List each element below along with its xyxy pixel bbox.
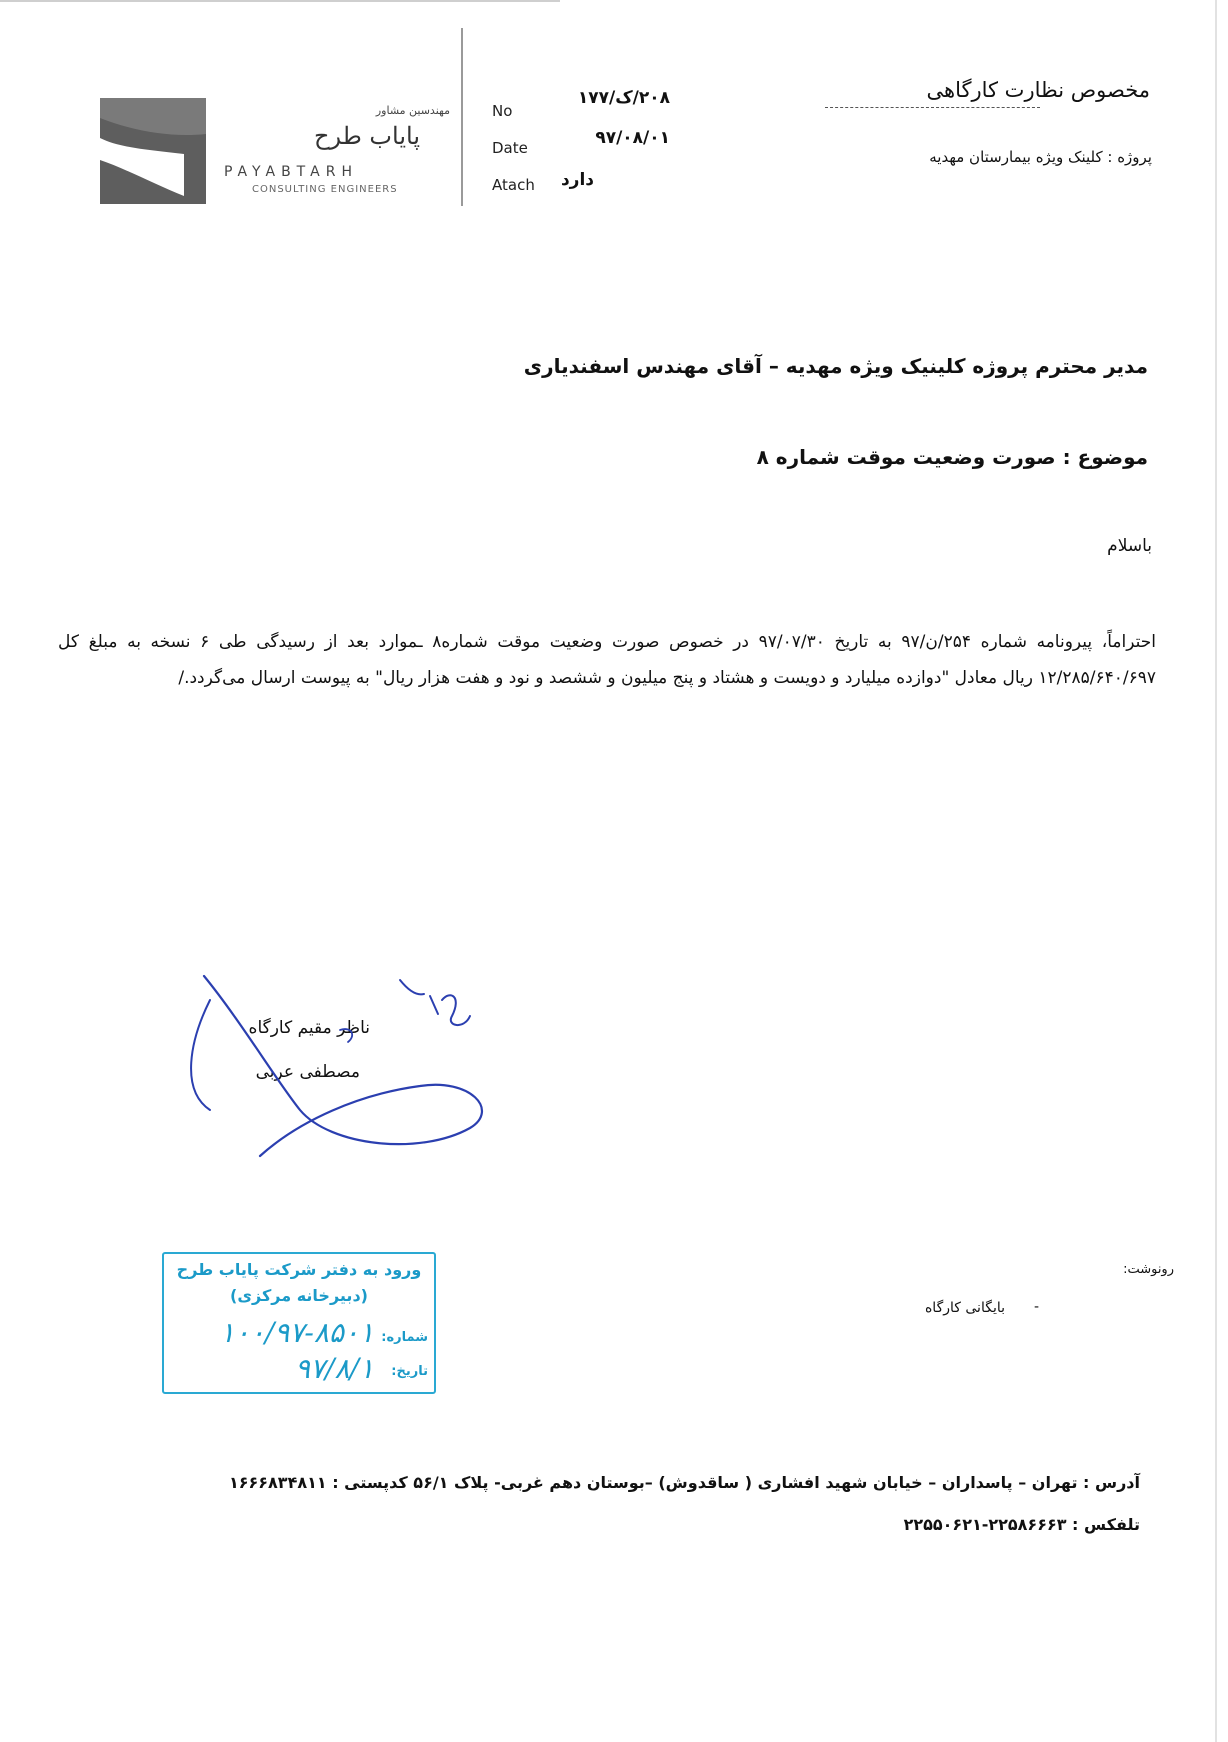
attachment-label: Atach xyxy=(492,176,535,194)
signer-name: مصطفی عربی xyxy=(255,1062,360,1082)
stamp-date-value: ۹۷/۸/۱ xyxy=(294,1352,374,1385)
letter-date-value: ۹۷/۰۸/۰۱ xyxy=(595,128,670,148)
letter-date-label: Date xyxy=(492,139,528,157)
stamp-date-label: تاریخ: xyxy=(391,1364,428,1379)
project-line: پروژه : کلینک ویژه بیمارستان مهدیه xyxy=(929,148,1152,166)
logo-subtitle-en: CONSULTING ENGINEERS xyxy=(252,184,398,195)
letter-body: احتراماً، پیرونامه شماره ۲۵۴/ن/۹۷ به تاریخ ۹۷/۰۷/۳۰ در خصوص صورت وضعیت موقت شماره۸ ـموارد بعد از رسیدگی طی ۶ نسخه به مبلغ کل ۱۲/۲۸۵/۶۴۰/۶۹۷ ریال معادل "دوازده میلیارد و دویست و هشتاد و پنج میلیون و ششصد و نود و هفت هزار ریال" به پیوست ارسال می‌گردد./ xyxy=(58,632,1156,688)
signer-title: ناظر مقیم کارگاه xyxy=(248,1018,370,1038)
cc-item: بایگانی کارگاه xyxy=(924,1300,1005,1316)
page-edge-top xyxy=(0,0,560,2)
letter-number-label: No xyxy=(492,102,513,120)
stamp-title: ورود به دفتر شرکت پایاب طرح xyxy=(176,1260,422,1279)
stamp-subtitle: (دبیرخانه مرکزی) xyxy=(230,1286,368,1305)
company-logo-mark xyxy=(100,98,206,204)
confidential-label: مخصوص نظارت کارگاهی xyxy=(926,78,1150,102)
footer-address: آدرس : تهران – پاسداران – خیابان شهید افشاری ( ساقدوش) –بوستان دهم غربی- پلاک ۵۶/۱ کدپستی : ۱۶۶۶۸۳۴۸۱۱ xyxy=(228,1473,1140,1492)
logo-icon xyxy=(100,98,206,204)
letter-number-value: ۲۰۸/ک/۱۷۷ xyxy=(577,88,670,108)
cc-label: رونوشت: xyxy=(1123,1262,1174,1277)
letter-subject: موضوع : صورت وضعیت موقت شماره ۸ xyxy=(756,445,1148,469)
logo-tagline-fa: مهندسین مشاور xyxy=(375,104,450,117)
footer-telefax: تلفکس : ۲۲۵۸۶۶۶۳-۲۲۵۵۰۶۲۱ xyxy=(903,1515,1140,1534)
header-divider xyxy=(461,28,463,206)
handwritten-signature xyxy=(180,960,490,1170)
logo-name-fa: پایاب طرح xyxy=(313,122,420,150)
cc-dash: - xyxy=(1034,1299,1040,1315)
receipt-stamp xyxy=(162,1252,436,1394)
logo-name-en: PAYABTARH xyxy=(224,164,358,180)
stamp-number-value: ۱۰۰/۹۷-۸۵۰۱ xyxy=(219,1316,374,1349)
confidential-underline xyxy=(825,107,1040,108)
page-edge-right xyxy=(1215,0,1217,1742)
letter-greeting: باسلام xyxy=(1107,536,1152,556)
stamp-number-label: شماره: xyxy=(381,1330,428,1345)
letter-recipient: مدیر محترم پروژه کلینیک ویژه مهدیه – آقای مهندس اسفندیاری xyxy=(523,354,1148,378)
attachment-value: دارد xyxy=(560,170,594,190)
